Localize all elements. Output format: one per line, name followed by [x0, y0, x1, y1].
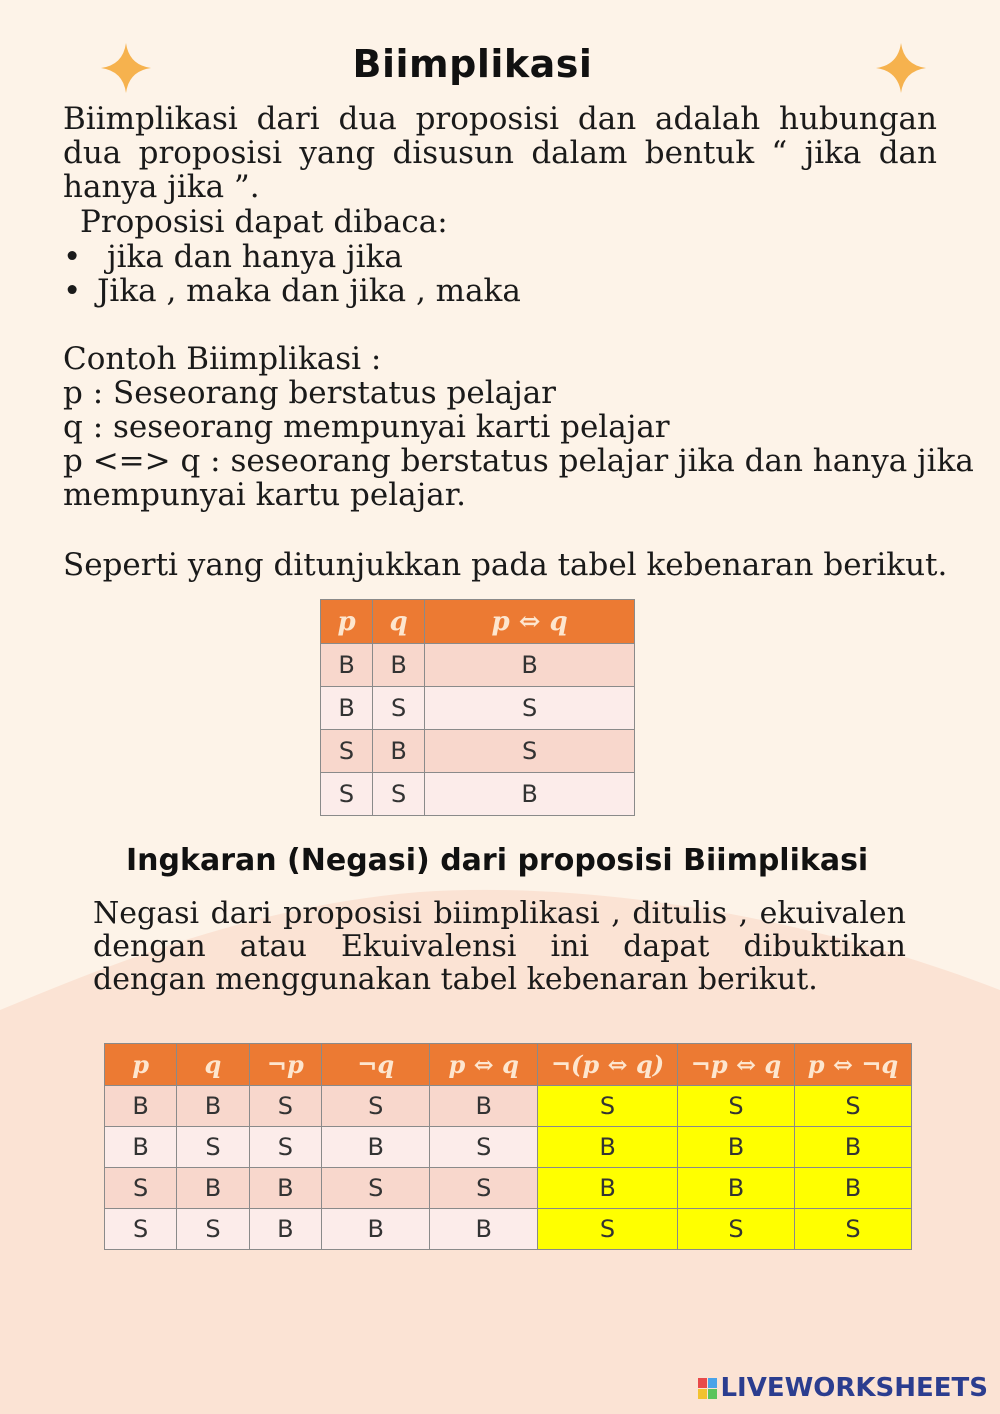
table-cell: B	[321, 644, 373, 687]
table-cell: S	[425, 730, 635, 773]
column-header: p	[321, 600, 373, 644]
table-cell: B	[249, 1168, 322, 1209]
intro-paragraph	[63, 102, 937, 204]
example-heading: Contoh Biimplikasi :	[63, 341, 382, 377]
table-cell: B	[430, 1209, 538, 1250]
bullet-text: Jika , maka dan jika , maka	[97, 273, 521, 309]
column-header: q	[177, 1044, 249, 1086]
table-row	[105, 1127, 912, 1168]
table-cell: S	[430, 1127, 538, 1168]
table-cell: B	[105, 1086, 177, 1127]
table-cell: B	[105, 1127, 177, 1168]
table-cell: B	[425, 644, 635, 687]
table-row	[105, 1168, 912, 1209]
table-intro: Seperti yang ditunjukkan pada tabel kebenaran berikut.	[63, 547, 948, 583]
column-header: p	[105, 1044, 177, 1086]
logo-icon	[698, 1378, 717, 1399]
highlighted-cell: S	[677, 1086, 794, 1127]
highlighted-cell: B	[794, 1127, 911, 1168]
negation-line: dengan atau Ekuivalensi ini dapat dibuktikan	[93, 929, 906, 964]
table-row	[321, 773, 635, 816]
table-cell: S	[321, 730, 373, 773]
highlighted-cell: S	[677, 1209, 794, 1250]
table-row	[321, 644, 635, 687]
table-cell: S	[249, 1086, 322, 1127]
table-cell: S	[177, 1127, 249, 1168]
table-row	[105, 1086, 912, 1127]
column-header: p ⇔ q	[430, 1044, 538, 1086]
negation-line: Negasi dari proposisi biimplikasi , ditulis , ekuivalen	[93, 896, 906, 931]
negation-line: dengan menggunakan tabel kebenaran berikut.	[93, 962, 818, 997]
table-cell: B	[322, 1127, 430, 1168]
highlighted-cell: S	[538, 1209, 678, 1250]
table-cell: S	[321, 773, 373, 816]
read-as-label: Proposisi dapat dibaca:	[80, 204, 448, 240]
highlighted-cell: S	[538, 1086, 678, 1127]
logo-text: LIVEWORKSHEETS	[720, 1373, 988, 1403]
table-cell: S	[105, 1168, 177, 1209]
column-header: p ⇔ q	[425, 600, 635, 644]
highlighted-cell: B	[538, 1168, 678, 1209]
table-header-row	[105, 1044, 912, 1086]
table-cell: S	[177, 1209, 249, 1250]
negation-paragraph	[93, 897, 906, 996]
table-cell: B	[177, 1086, 249, 1127]
example-pq-cont: mempunyai kartu pelajar.	[63, 477, 466, 513]
table-cell: B	[249, 1209, 322, 1250]
example-pq: p <=> q : seseorang berstatus pelajar jika dan hanya jika	[63, 443, 974, 479]
intro-line: dua proposisi yang disusun dalam bentuk “ jika dan	[63, 135, 937, 171]
highlighted-cell: S	[794, 1086, 911, 1127]
example-block	[63, 342, 974, 512]
example-q: q : seseorang mempunyai karti pelajar	[63, 409, 670, 445]
highlighted-cell: B	[538, 1127, 678, 1168]
table-cell: S	[430, 1168, 538, 1209]
column-header: ¬q	[322, 1044, 430, 1086]
bullet-list	[63, 240, 521, 308]
example-p: p : Seseorang berstatus pelajar	[63, 375, 557, 411]
table-cell: S	[322, 1086, 430, 1127]
table-header-row	[321, 600, 635, 644]
table-cell: S	[105, 1209, 177, 1250]
table-cell: B	[321, 687, 373, 730]
bullet-text: jika dan hanya jika	[107, 239, 403, 275]
column-header: ¬p ⇔ q	[677, 1044, 794, 1086]
table-cell: B	[425, 773, 635, 816]
table-row	[321, 687, 635, 730]
intro-line: Biimplikasi dari dua proposisi dan adalah hubungan	[63, 101, 937, 137]
table-cell: S	[373, 687, 425, 730]
column-header: ¬(p ⇔ q)	[538, 1044, 678, 1086]
negation-heading: Ingkaran (Negasi) dari proposisi Biimplikasi	[126, 843, 869, 878]
highlighted-cell: B	[677, 1168, 794, 1209]
page-title: Biimplikasi	[352, 42, 593, 86]
column-header: ¬p	[249, 1044, 322, 1086]
column-header: p ⇔ ¬q	[794, 1044, 911, 1086]
column-header: q	[373, 600, 425, 644]
table-cell: S	[373, 773, 425, 816]
table-cell: B	[177, 1168, 249, 1209]
table-cell: B	[430, 1086, 538, 1127]
table-cell: S	[249, 1127, 322, 1168]
table-cell: B	[373, 644, 425, 687]
truth-table-negation	[104, 1043, 912, 1250]
liveworksheets-logo	[698, 1373, 988, 1403]
highlighted-cell: B	[677, 1127, 794, 1168]
table-cell: B	[373, 730, 425, 773]
bullet-item: • jika dan hanya jika	[63, 239, 403, 275]
table-cell: B	[322, 1209, 430, 1250]
bullet-item: • Jika , maka dan jika , maka	[63, 273, 521, 309]
table-row	[105, 1209, 912, 1250]
highlighted-cell: B	[794, 1168, 911, 1209]
table-cell: S	[322, 1168, 430, 1209]
table-row	[321, 730, 635, 773]
intro-line: hanya jika ”.	[63, 169, 260, 205]
highlighted-cell: S	[794, 1209, 911, 1250]
table-cell: S	[425, 687, 635, 730]
truth-table-biimplication	[320, 599, 635, 816]
